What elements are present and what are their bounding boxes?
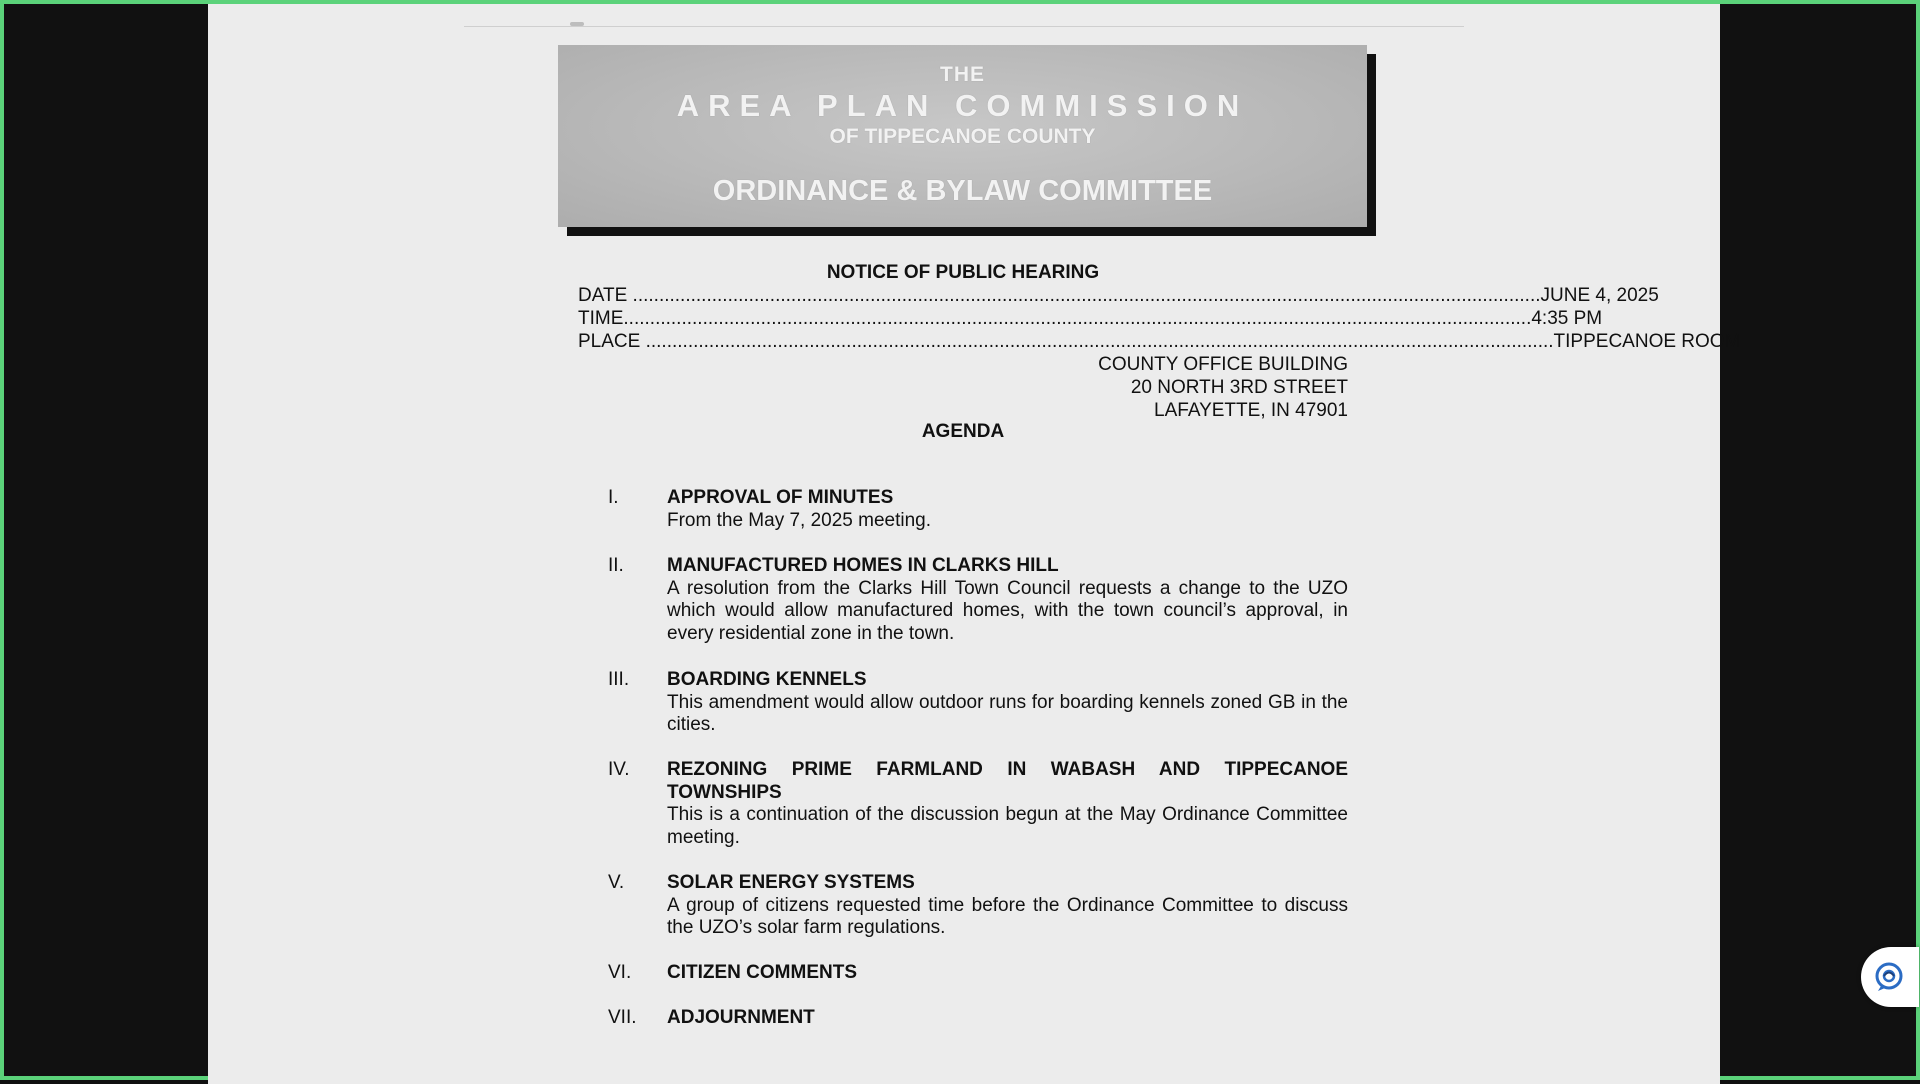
agenda-item-title: SOLAR ENERGY SYSTEMS [667,872,915,893]
agenda-item-number: VII. [608,1007,637,1028]
address-line-1: COUNTY OFFICE BUILDING [1098,354,1348,375]
letterhead-commission: AREA PLAN COMMISSION [676,88,1249,123]
info-place-row [578,330,1741,353]
agenda-item-number: V. [608,872,625,893]
leader-dots: ............................................................................................................................................................................ [623,308,1532,329]
agenda-item-number: I. [608,487,619,508]
agenda-item-title: CITIZEN COMMENTS [667,962,857,983]
page-top-rule [464,26,1464,27]
date-label: DATE [578,285,628,306]
agenda-item-description: A group of citizens requested time before the Ordinance Committee to discuss the UZO’s solar farm regulations. [667,894,1348,939]
agenda-item-description: This amendment would allow outdoor runs for boarding kennels zoned GB in the cities. [667,691,1348,736]
agenda-item-number: II. [608,555,624,576]
address-line-2: 20 NORTH 3RD STREET [1130,377,1348,398]
info-time-row [578,307,1603,330]
agenda-item-title: MANUFACTURED HOMES IN CLARKS HILL [667,555,1059,576]
agenda-item-description: This is a continuation of the discussion begun at the May Ordinance Committee meeting. [667,804,1348,848]
info-date-row [578,284,1659,307]
agenda-title: AGENDA [921,421,1005,442]
page-top-mark [570,22,584,26]
leader-dots: ............................................................................................................................................................................ [640,331,1554,352]
agenda-item-title: ADJOURNMENT [667,1007,815,1028]
letterhead-county: OF TIPPECANOE COUNTY [829,125,1096,148]
letterhead [558,45,1367,227]
agenda-item-number: IV. [608,759,630,780]
agenda-item-title: REZONING PRIME FARMLAND IN WABASH AND TIPPECANOE TOWNSHIPS [667,759,1348,803]
leader-dots: ............................................................................................................................................................................ [627,285,1541,306]
chat-help-button[interactable] [1861,947,1919,1007]
letterhead-the: THE [940,63,985,86]
place-label: PLACE [578,331,641,352]
time-label: TIME [578,308,624,329]
time-value: 4:35 PM [1531,308,1603,329]
agenda-item-description: A resolution from the Clarks Hill Town Council requests a change to the UZO which would allow manufactured homes, with the town council’s approval, in every residential zone in the town. [667,577,1348,644]
agenda-item-number: III. [608,669,630,690]
agenda-item-title: BOARDING KENNELS [667,669,867,690]
agenda-item-description: From the May 7, 2025 meeting. [667,509,932,531]
place-value: TIPPECANOE ROOM [1553,331,1741,352]
letterhead-committee: ORDINANCE & BYLAW COMMITTEE [712,175,1213,207]
address-line-3: LAFAYETTE, IN 47901 [1154,400,1348,421]
notice-title: NOTICE OF PUBLIC HEARING [826,262,1100,283]
date-value: JUNE 4, 2025 [1540,285,1659,306]
agenda-item-number: VI. [608,962,632,983]
agenda-item-title: APPROVAL OF MINUTES [667,487,894,508]
document-page [208,4,1741,1084]
